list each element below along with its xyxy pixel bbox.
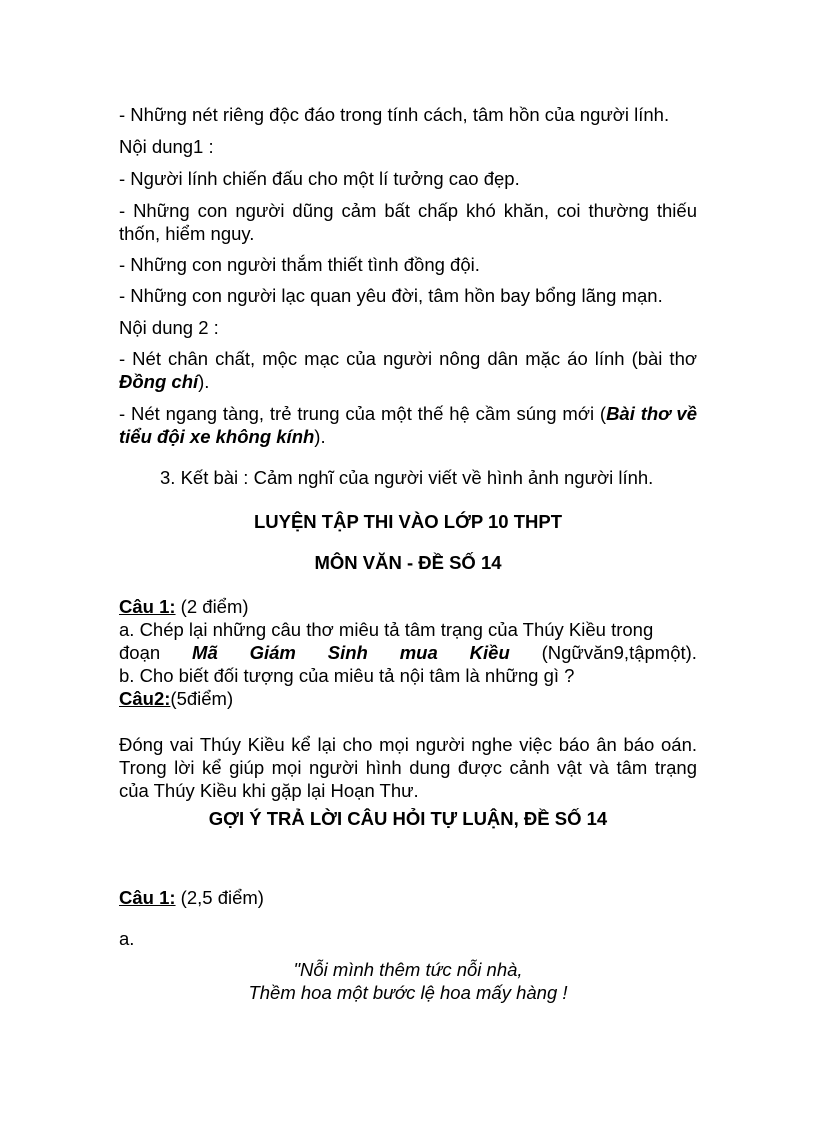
ket-bai: 3. Kết bài : Cảm nghĩ của người viết về hình ảnh người lính. bbox=[160, 467, 654, 488]
dong-chi-title: Đồng chí bbox=[119, 371, 199, 392]
poem-line-1: "Nỗi mình thêm tức nỗi nhà, bbox=[293, 959, 523, 980]
content-2-heading: Nội dung 2 : bbox=[119, 317, 219, 338]
cau1-a-line2 bbox=[119, 641, 697, 664]
bullet-ideal: - Người lính chiến đấu cho một lí tưởng cao đẹp. bbox=[119, 168, 520, 189]
bullet-courage: - Những con người dũng cảm bất chấp khó khăn, coi thường thiếu thốn, hiểm nguy. bbox=[119, 200, 697, 244]
heading-goi-y: GỢI Ý TRẢ LỜI CÂU HỎI TỰ LUẬN, ĐỀ SỐ 14 bbox=[208, 808, 608, 829]
answer1-heading bbox=[119, 886, 697, 909]
content-1-heading: Nội dung1 : bbox=[119, 136, 214, 157]
bullet-comradeship: - Những con người thắm thiết tình đồng đội. bbox=[119, 254, 480, 275]
bullet-dong-chi bbox=[119, 347, 697, 393]
answer1-a: a. bbox=[119, 928, 135, 949]
bullet-unique-traits: - Những nét riêng độc đáo trong tính cách, tâm hồn của người lính. bbox=[119, 104, 670, 125]
cau2-question-heading bbox=[119, 687, 697, 710]
poem-line-2: Thềm hoa một bước lệ hoa mấy hàng ! bbox=[248, 982, 568, 1003]
title-word-sinh: Sinh bbox=[327, 642, 368, 663]
cau1-b-line: b. Cho biết đối tượng của miêu tả nội tâm là những gì ? bbox=[119, 665, 575, 686]
cau1-a-line1: a. Chép lại những câu thơ miêu tả tâm trạng của Thúy Kiều trong bbox=[119, 619, 654, 640]
title-word-kieu: Kiều bbox=[469, 642, 510, 663]
bullet-optimism: - Những con người lạc quan yêu đời, tâm hồn bay bổng lãng mạn. bbox=[119, 285, 663, 306]
cau2-text: Đóng vai Thúy Kiều kể lại cho mọi người nghe việc báo ân báo oán. Trong lời kể giúp mọi người hình dung được cảnh vật và tâm trạng của Thúy Kiều khi gặp lại Hoạn Thư. bbox=[119, 734, 697, 801]
cau1-a-post: (Ngữvăn9,tậpmột). bbox=[541, 642, 697, 663]
answer1-points: (2,5 điểm) bbox=[175, 887, 264, 908]
dong-chi-pre: - Nét chân chất, mộc mạc của người nông dân mặc áo lính (bài thơ bbox=[119, 348, 697, 369]
tieu-doi-post: ). bbox=[314, 426, 326, 447]
heading-luyen-tap: LUYỆN TẬP THI VÀO LỚP 10 THPT bbox=[253, 511, 563, 532]
title-word-mua: mua bbox=[399, 642, 438, 663]
cau1-points: (2 điểm) bbox=[175, 596, 249, 617]
tieu-doi-pre: - Nét ngang tàng, trẻ trung của một thế hệ cầm súng mới ( bbox=[119, 403, 607, 424]
cau2-label: Câu2: bbox=[119, 688, 171, 709]
bullet-tieu-doi bbox=[119, 402, 697, 448]
dong-chi-post: ). bbox=[198, 371, 210, 392]
tieu-doi-title: Bài thơ về tiểu đội xe không kính bbox=[119, 403, 697, 447]
answer1-label: Câu 1: bbox=[119, 887, 176, 908]
title-word-giam: Giám bbox=[249, 642, 296, 663]
cau2-points: (5điểm) bbox=[170, 688, 234, 709]
title-word-ma: Mã bbox=[192, 642, 218, 663]
cau1-label: Câu 1: bbox=[119, 596, 176, 617]
heading-mon-van: MÔN VĂN - ĐỀ SỐ 14 bbox=[314, 552, 502, 573]
cau1-question-heading bbox=[119, 595, 697, 618]
cau1-a-pre: đoạn bbox=[119, 642, 161, 663]
